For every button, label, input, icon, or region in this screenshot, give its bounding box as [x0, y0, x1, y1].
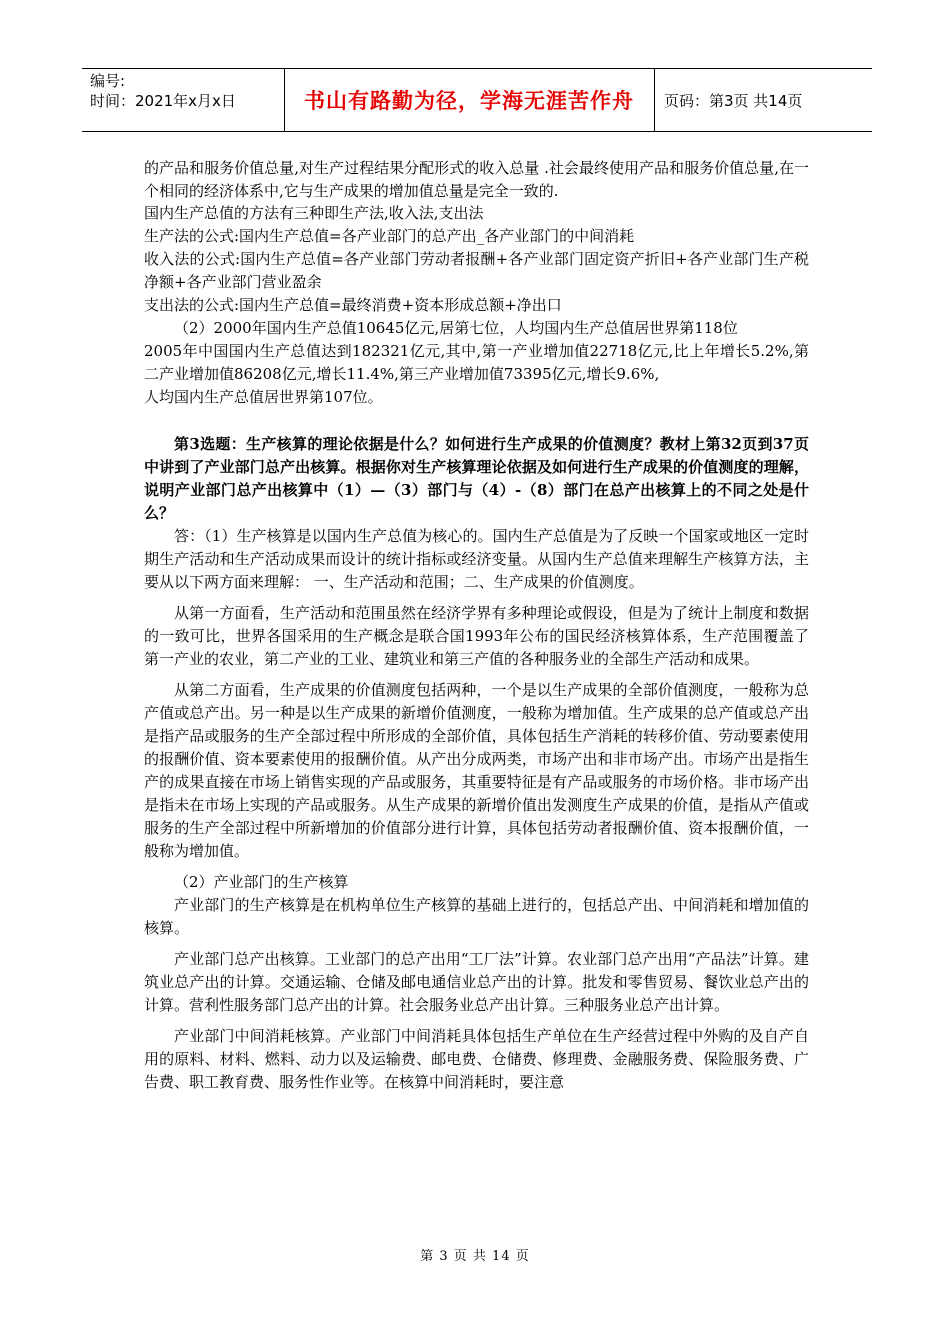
header-divider — [654, 69, 655, 131]
header-page-label: 页码：第3页 共14页 — [664, 91, 803, 110]
paragraph: 国内生产总值的方法有三种即生产法,收入法,支出法 — [144, 204, 484, 222]
header-motto: 书山有路勤为径，学海无涯苦作舟 — [304, 89, 634, 113]
answer-paragraph: 从第二方面看，生产成果的价值测度包括两种，一个是以生产成果的全部价值测度，一般称为总产值或总产出。另一种是以生产成果的新增价值测度，一般称为增加值。生产成果的总产值或总产出是指产品或服务的生产全部过程中所形成的全部价值，具体包括生产消耗的转移价值、劳动要素使用的报酬价值、资本要素使用的报酬价值。从产出分成两类，市场产出和非市场产出。市场产出是指生产的成果直接在市场上销售实现的产品或服务，其重要特征是有产品或服务的市场价格。非市场产出是指未在市场上实现的产品或服务。从生产成果的新增价值出发测度生产成果的价值，是指从产值或服务的生产全部过程中所新增加的价值部分进行计算，具体包括劳动者报酬价值、资本报酬价值，一般称为增加值。 — [144, 681, 809, 860]
serial-label: 编号: — [90, 72, 126, 90]
formula-production: 生产法的公式:国内生产总值=各产业部门的总产出_各产业部门的中间消耗 — [144, 227, 635, 245]
document-body — [144, 157, 809, 1094]
paragraph: 人均国内生产总值居世界第107位。 — [144, 388, 383, 406]
header-info — [90, 71, 236, 111]
paragraph: 2005年中国国内生产总值达到182321亿元,其中,第一产业增加值22718亿元,比上年增长5.2%,第二产业增加值86208亿元,增长11.4%,第三产业增加值73395亿元,增长9.6%, — [144, 342, 809, 383]
answer-paragraph: 从第一方面看，生产活动和范围虽然在经济学界有多种理论或假设，但是为了统计上制度和数据的一致可比，世界各国采用的生产概念是联合国1993年公布的国民经济核算体系，生产范围覆盖了第一产业的农业，第二产业的工业、建筑业和第三产值的各种服务业的全部生产活动和成果。 — [144, 604, 809, 668]
section-heading: （2）产业部门的生产核算 — [174, 873, 349, 891]
answer-paragraph: 答：（1）生产核算是以国内生产总值为核心的。国内生产总值是为了反映一个国家或地区一定时期生产活动和生产活动成果而设计的统计指标或经济变量。从国内生产总值来理解生产核算方法，主要从以下两方面来理解： 一、生产活动和范围；二、生产成果的价值测度。 — [144, 527, 809, 591]
formula-expenditure: 支出法的公式:国内生产总值=最终消费+资本形成总额+净出口 — [144, 296, 562, 314]
answer-paragraph: 产业部门中间消耗核算。产业部门中间消耗具体包括生产单位在生产经营过程中外购的及自产自用的原料、材料、燃料、动力以及运输费、邮电费、仓储费、修理费、金融服务费、保险服务费、广告费、职工教育费、服务性作业等。在核算中间消耗时，要注意 — [144, 1027, 809, 1091]
question-heading: 第3选题：生产核算的理论依据是什么？如何进行生产成果的价值测度？教材上第32页到37页中讲到了产业部门总产出核算。根据你对生产核算理论依据及如何进行生产成果的价值测度的理解，说明产业部门总产出核算中（1）—（3）部门与（4）-（8）部门在总产出核算上的不同之处是什么？ — [144, 435, 809, 522]
paragraph: 的产品和服务价值总量,对生产过程结果分配形式的收入总量 .社会最终使用产品和服务价值总量,在一个相同的经济体系中,它与生产成果的增加值总量是完全一致的. — [144, 159, 809, 200]
paragraph: （2）2000年国内生产总值10645亿元,居第七位，人均国内生产总值居世界第118位 — [174, 319, 738, 337]
date-label: 时间：2021年x月x日 — [90, 92, 236, 110]
answer-paragraph: 产业部门的生产核算是在机构单位生产核算的基础上进行的，包括总产出、中间消耗和增加值的核算。 — [144, 896, 809, 937]
page-header — [82, 68, 872, 132]
answer-paragraph: 产业部门总产出核算。工业部门的总产出用“工厂法”计算。农业部门总产出用“产品法”计算。建筑业总产出的计算。交通运输、仓储及邮电通信业总产出的计算。批发和零售贸易、餐饮业总产出的计算。营利性服务部门总产出的计算。社会服务业总产出计算。三种服务业总产出计算。 — [144, 950, 809, 1014]
page-footer: 第 3 页 共 14 页 — [420, 1249, 530, 1264]
formula-income: 收入法的公式:国内生产总值=各产业部门劳动者报酬+各产业部门固定资产折旧+各产业部门生产税净额+各产业部门营业盈余 — [144, 250, 809, 291]
